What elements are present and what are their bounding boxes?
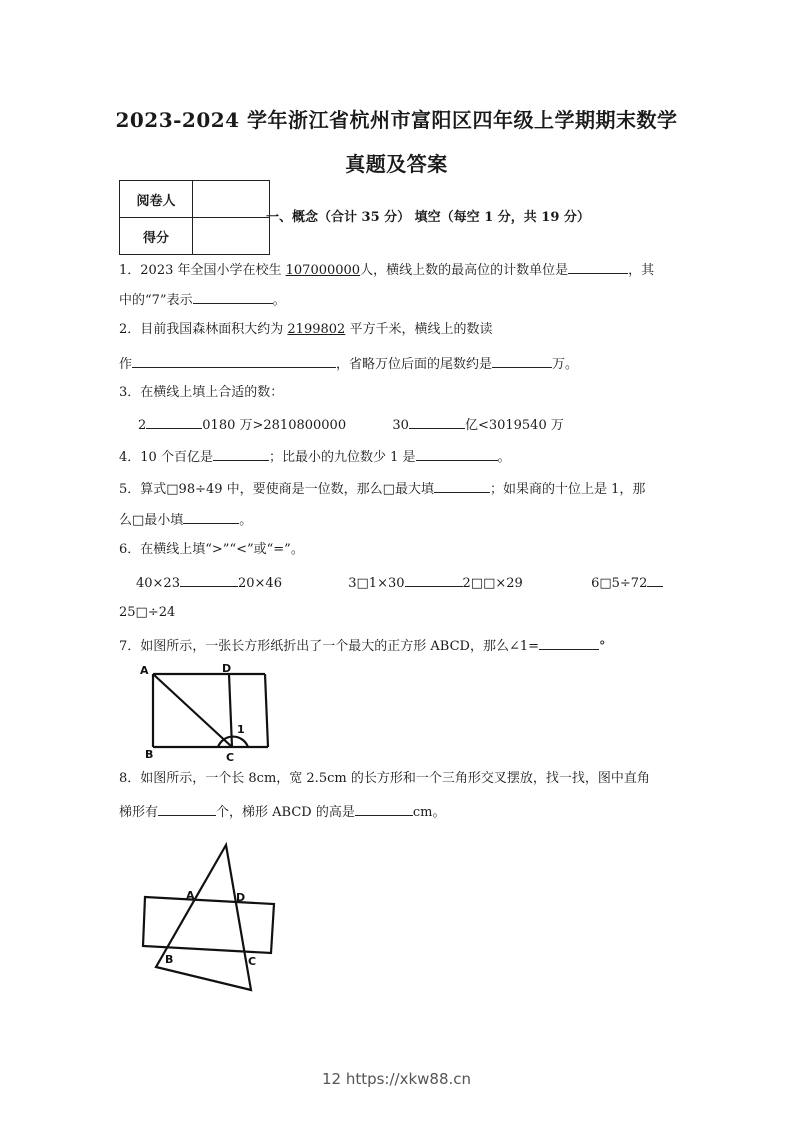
q1-text-e: 。	[272, 293, 286, 308]
q4-blank-1[interactable]	[213, 446, 269, 461]
q1-text-c: ，其	[628, 263, 655, 278]
score-field[interactable]	[193, 218, 270, 255]
question-5-line1	[119, 478, 645, 499]
q6-blank-2[interactable]	[405, 572, 463, 587]
q4-text-c: 。	[497, 450, 511, 465]
section-heading: 一、概念（合计 35 分） 填空（每空 1 分，共 19 分）	[266, 210, 590, 225]
q6-expr1-left: 40×23	[136, 576, 180, 591]
q4-text: 4．10 个百亿是	[119, 450, 213, 465]
score-table	[119, 180, 270, 255]
q8-text-c: 个，梯形 ABCD 的高是	[216, 805, 355, 820]
q6-expr3-left: 6□5÷72	[591, 576, 648, 591]
q3-part2-prefix: 30	[392, 418, 409, 433]
page-footer: 12 https://xkw88.cn	[321, 1070, 472, 1088]
q8-label-d: D	[236, 891, 246, 904]
q3-blank-2[interactable]	[409, 414, 465, 429]
q1-text-b: 人，横线上数的最高位的计数单位是	[360, 263, 569, 278]
q8-label-b: B	[165, 953, 174, 966]
q7-text: 7．如图所示，一张长方形纸折出了一个最大的正方形 ABCD，那么∠1=	[119, 639, 540, 654]
q8-blank-2[interactable]	[355, 801, 413, 816]
q6-blank-1[interactable]	[180, 572, 238, 587]
q5-text-c: 么□最小填	[119, 513, 184, 528]
question-7	[119, 635, 606, 656]
question-6-line3: 25□÷24	[119, 605, 176, 620]
q8-label-a: A	[186, 889, 195, 902]
q6-expr2-right: 2□□×29	[462, 576, 523, 591]
q2-blank-1[interactable]	[132, 353, 336, 368]
q7-blank[interactable]	[539, 635, 599, 650]
q8-blank-1[interactable]	[158, 801, 216, 816]
document-title-line1: 2023-2024 学年浙江省杭州市富阳区四年级上学期期末数学	[115, 108, 678, 132]
q5-blank-2[interactable]	[183, 509, 239, 524]
question-5-line2	[119, 509, 252, 530]
q6-expr2-left: 3□1×30	[348, 576, 405, 591]
q2-text-c: 作	[119, 357, 133, 372]
q4-blank-2[interactable]	[416, 446, 498, 461]
q1-blank-2[interactable]	[193, 289, 273, 304]
q7-label-c: C	[226, 751, 235, 764]
q2-blank-2[interactable]	[492, 353, 552, 368]
q3-part1-suffix: 0180 万>2810800000	[202, 418, 347, 433]
question-2-line1	[119, 321, 492, 339]
q7-degree-sign: °	[599, 639, 606, 654]
question-8-line1: 8．如图所示，一个长 8cm，宽 2.5cm 的长方形和一个三角形交叉摆放，找一找，图中直角	[119, 771, 650, 786]
q2-number: 2199802	[287, 322, 346, 337]
q5-text-b: ；如果商的十位上是 1，那	[489, 482, 646, 497]
q7-label-b: B	[145, 748, 154, 761]
question-1-line2	[119, 289, 286, 310]
question-3-line1: 3．在横线上填上合适的数：	[119, 385, 284, 400]
q8-text-d: cm。	[412, 805, 446, 820]
q5-blank-1[interactable]	[434, 478, 490, 493]
q6-blank-3[interactable]	[647, 572, 663, 587]
q1-text: 1．2023 年全国小学在校生	[119, 263, 286, 278]
question-2-line2	[119, 353, 578, 374]
score-label: 得分	[120, 218, 193, 255]
q8-triangle-rectangle-figure	[125, 835, 295, 1005]
q5-text: 5．算式□98÷49 中，要使商是一位数，那么□最大填	[119, 482, 434, 497]
grader-label: 阅卷人	[120, 181, 193, 218]
grader-field[interactable]	[193, 181, 270, 218]
q8-label-c: C	[248, 955, 257, 968]
question-6-line1: 6．在横线上填“>”“<”或“=”。	[119, 542, 304, 557]
q3-part2-suffix: 亿<3019540 万	[464, 418, 564, 433]
q2-text: 2．目前我国森林面积大约为	[119, 322, 288, 337]
question-4	[119, 446, 511, 467]
question-6-line2	[136, 572, 663, 593]
q2-text-d: ，省略万位后面的尾数约是	[336, 357, 493, 372]
score-table-row	[120, 181, 270, 218]
q1-number: 107000000	[285, 263, 361, 278]
q2-text-b: 平方千米，横线上的数读	[345, 322, 493, 337]
question-8-line2	[119, 801, 445, 822]
q1-blank-1[interactable]	[568, 259, 628, 274]
q7-folded-rectangle-figure	[138, 660, 278, 765]
q8-text-b: 梯形有	[119, 805, 159, 820]
q7-angle-label: 1	[237, 723, 245, 736]
document-title-line2: 真题及答案	[345, 152, 448, 176]
q4-text-b: ；比最小的九位数少 1 是	[268, 450, 416, 465]
q7-label-d: D	[222, 662, 232, 675]
q3-part1-prefix: 2	[138, 418, 147, 433]
score-table-row	[120, 218, 270, 255]
q5-text-d: 。	[239, 513, 253, 528]
q1-text-d: 中的“7”表示	[119, 293, 193, 308]
question-3-line2	[138, 414, 564, 435]
q2-text-e: 万。	[552, 357, 579, 372]
q6-expr1-right: 20×46	[237, 576, 282, 591]
q7-label-a: A	[140, 664, 149, 677]
question-1-line1	[119, 259, 654, 280]
q3-blank-1[interactable]	[146, 414, 202, 429]
